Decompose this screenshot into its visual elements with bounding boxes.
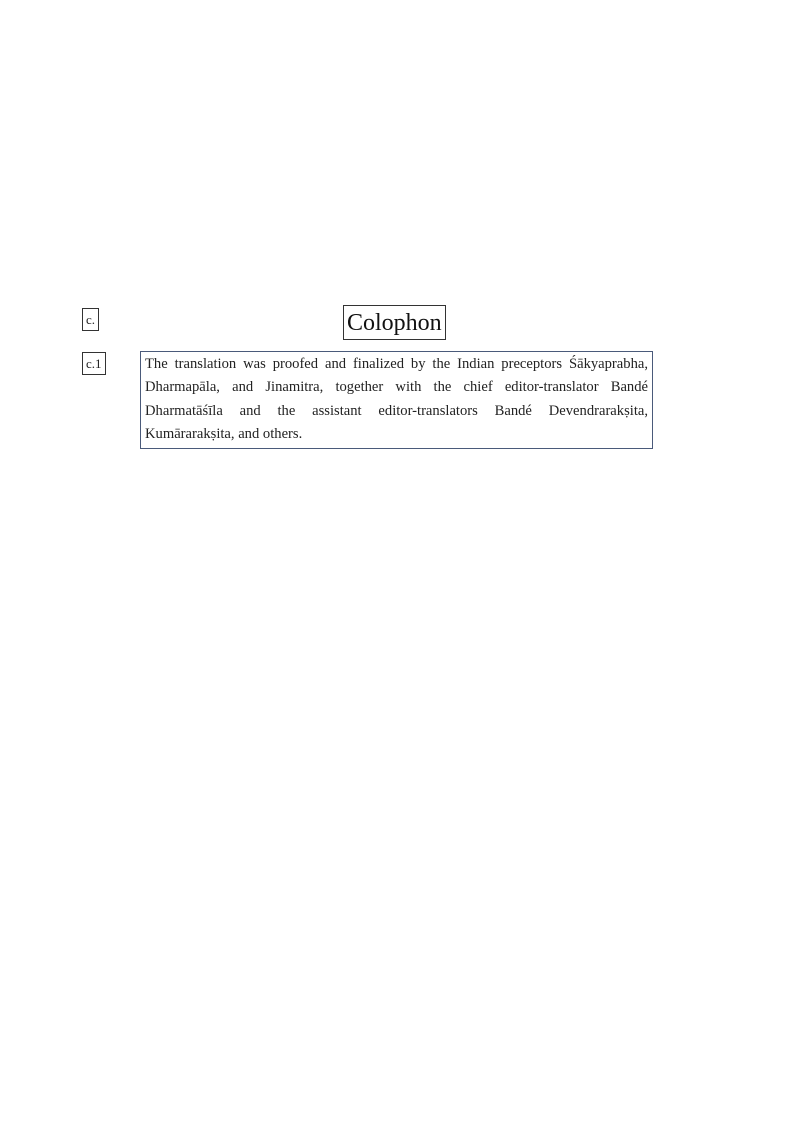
paragraph-number-label: c.1	[82, 352, 106, 375]
colophon-paragraph: The translation was proofed and finalized by the Indian preceptors Śākyaprabha, Dharmapāla, and Jinamitra, together with the chief editor-translator Bandé Dharmatāśīla and the assistant editor-translators Bandé Devendrarakṣita, Kumārarakṣita, and others.	[140, 351, 653, 449]
section-number-label: c.	[82, 308, 99, 331]
section-title: Colophon	[343, 305, 446, 340]
